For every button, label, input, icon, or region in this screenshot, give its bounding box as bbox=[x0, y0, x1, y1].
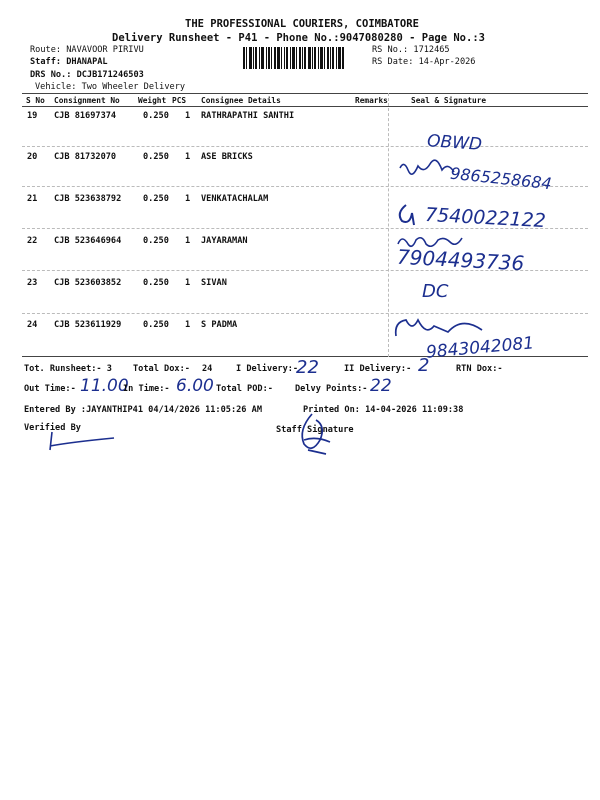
in-time-label: In Time:- bbox=[123, 384, 170, 394]
staff-signature-label: Staff Signature bbox=[276, 425, 354, 435]
handwritten-phone-row21: 7540022122 bbox=[424, 203, 547, 233]
delvy-points-label: Delvy Points:- bbox=[295, 384, 368, 394]
table-top-rule bbox=[22, 93, 588, 94]
row-sno: 22 bbox=[27, 236, 38, 246]
total-pod-label: Total POD:- bbox=[216, 384, 273, 394]
row-weight: 0.250 bbox=[143, 236, 169, 246]
handwritten-signature-row19: OBWD bbox=[426, 131, 483, 155]
row-consignment: CJB 523638792 bbox=[54, 194, 122, 204]
row-pcs: 1 bbox=[185, 320, 191, 330]
ii-delivery-label: II Delivery:- bbox=[344, 364, 412, 374]
in-time-value: 6.00 bbox=[176, 376, 214, 396]
handwritten-phone-row24: 9843042081 bbox=[425, 333, 535, 363]
col-seal-signature: Seal & Signature bbox=[411, 96, 487, 105]
col-consignee: Consignee Details bbox=[201, 96, 281, 105]
rs-number: RS No.: 1712465 bbox=[372, 45, 450, 55]
barcode-graphic bbox=[243, 47, 367, 69]
row-pcs: 1 bbox=[185, 278, 191, 288]
row-consignee: S PADMA bbox=[201, 320, 238, 330]
row-consignee: JAYARAMAN bbox=[201, 236, 248, 246]
handwritten-phone-row20: 9865258684 bbox=[449, 163, 553, 194]
row-pcs: 1 bbox=[185, 236, 191, 246]
i-delivery-value: 22 bbox=[296, 357, 319, 378]
total-dox-label: Total Dox:- bbox=[133, 364, 190, 374]
col-consignment: Consignment No bbox=[54, 96, 120, 105]
row-weight: 0.250 bbox=[143, 194, 169, 204]
row-sno: 21 bbox=[27, 194, 38, 204]
row-consignee: SIVAN bbox=[201, 278, 227, 288]
col-weight: Weight bbox=[138, 96, 167, 105]
row-sno: 23 bbox=[27, 278, 38, 288]
verified-by-signature bbox=[42, 430, 118, 454]
row-consignment: CJB 523603852 bbox=[54, 278, 122, 288]
out-time-label: Out Time:- bbox=[24, 384, 76, 394]
row-consignment: CJB 523611929 bbox=[54, 320, 122, 330]
total-dox-value: 24 bbox=[202, 364, 213, 374]
rtn-dox-label: RTN Dox:- bbox=[456, 364, 503, 374]
row-sno: 24 bbox=[27, 320, 38, 330]
out-time-value: 11.00 bbox=[80, 376, 129, 396]
runsheet-title: Delivery Runsheet - P41 - Phone No.:9047080280 - Page No.:3 bbox=[112, 32, 485, 44]
staff-text: Staff: DHANAPAL bbox=[30, 57, 108, 67]
vehicle-text: Vehicle: Two Wheeler Delivery bbox=[35, 82, 186, 92]
row-sno: 20 bbox=[27, 152, 38, 162]
row-pcs: 1 bbox=[185, 194, 191, 204]
handwritten-phone-row22: 7904493736 bbox=[396, 244, 525, 276]
verified-by-label: Verified By bbox=[24, 423, 81, 433]
row-sno: 19 bbox=[27, 111, 38, 121]
delvy-points-value: 22 bbox=[370, 376, 392, 396]
row-weight: 0.250 bbox=[143, 152, 169, 162]
staff-signature-mark bbox=[290, 410, 338, 458]
signature-mark-row21 bbox=[392, 203, 418, 227]
rs-date: RS Date: 14-Apr-2026 bbox=[372, 57, 476, 67]
col-remarks: Remarks bbox=[355, 96, 388, 105]
drs-number: DRS No.: DCJB171246503 bbox=[30, 70, 144, 80]
col-pcs: PCS bbox=[172, 96, 187, 105]
row-weight: 0.250 bbox=[143, 278, 169, 288]
printed-on: Printed On: 14-04-2026 11:09:38 bbox=[303, 405, 464, 415]
row-consignment: CJB 523646964 bbox=[54, 236, 122, 246]
row-weight: 0.250 bbox=[143, 111, 169, 121]
i-delivery-label: I Delivery:- bbox=[236, 364, 299, 374]
row-divider bbox=[22, 313, 588, 314]
row-consignment: CJB 81697374 bbox=[54, 111, 117, 121]
tot-runsheet: Tot. Runsheet:- 3 bbox=[24, 364, 112, 374]
row-consignment: CJB 81732070 bbox=[54, 152, 117, 162]
company-title: THE PROFESSIONAL COURIERS, COIMBATORE bbox=[185, 18, 419, 30]
table-header-rule bbox=[22, 106, 588, 107]
row-weight: 0.250 bbox=[143, 320, 169, 330]
column-divider bbox=[388, 93, 389, 357]
row-consignee: RATHRAPATHI SANTHI bbox=[201, 111, 295, 121]
route-text: Route: NAVAVOOR PIRIVU bbox=[30, 45, 144, 55]
row-consignee: VENKATACHALAM bbox=[201, 194, 269, 204]
row-consignee: ASE BRICKS bbox=[201, 152, 253, 162]
ii-delivery-value: 2 bbox=[418, 355, 430, 376]
row-pcs: 1 bbox=[185, 111, 191, 121]
entered-by: Entered By :JAYANTHIP41 04/14/2026 11:05:26 AM bbox=[24, 405, 262, 415]
handwritten-signature-row23: DC bbox=[422, 281, 449, 302]
col-sno: S No bbox=[26, 96, 45, 105]
row-pcs: 1 bbox=[185, 152, 191, 162]
row-divider bbox=[22, 146, 588, 147]
